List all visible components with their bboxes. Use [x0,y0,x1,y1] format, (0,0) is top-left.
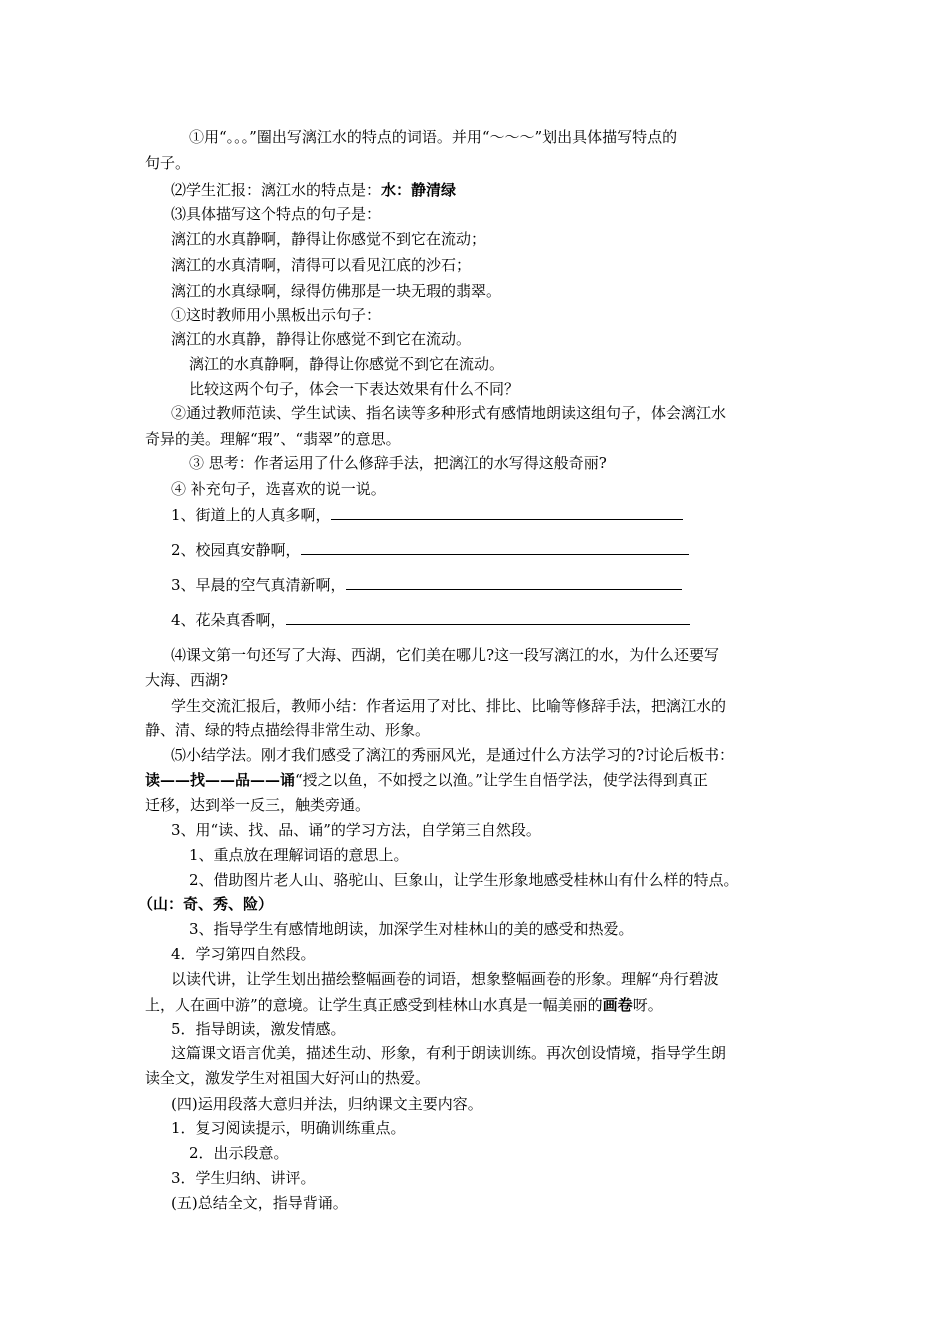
blackboard-line: ①这时教师用小黑板出示句子： [171,306,382,324]
sentence-clear: 漓江的水真清啊，清得可以看见江底的沙石； [171,256,472,274]
fill-item-4-text: 4、花朵真香啊， [171,611,286,629]
scroll-line-2-text: 上，人在画中游”的意境。让学生真正感受到桂林山水真是一幅美丽的 [145,996,603,1014]
reading-line-2: 奇异的美。理解“瑕”、“翡翠”的意思。 [145,430,401,448]
sea-lake-line-2: 大海、西湖? [145,671,229,689]
language-line-2: 读全文，激发学生对祖国大好河山的热爱。 [145,1069,431,1087]
fill-blank-4[interactable] [286,610,690,625]
mountain-features-bold: （山：奇、秀、险） [138,895,274,913]
summary-line-1: 学生交流汇报后，教师小结：作者运用了对比、排比、比喻等修辞手法，把漓江水的 [171,697,727,715]
fill-item-1 [171,505,831,525]
method-line-2-text: “授之以鱼，不如授之以渔。”让学生自悟学法，使学法得到真正 [295,771,708,789]
para-1-line-1: ①用“。。。”圈出写漓江水的特点的词语。并用“～～～”划出具体描写特点的 [189,128,678,146]
fill-blank-2[interactable] [301,540,689,555]
method-steps-bold: 读——找——品——诵 [145,771,296,789]
fill-item-2 [171,540,831,560]
scroll-line-2 [145,995,805,1015]
fill-blank-1[interactable] [331,505,683,520]
guide-reading-line: 3、指导学生有感情地朗读，加深学生对桂林山的美的感受和热爱。 [189,920,634,938]
summary-line-2: 静、清、绿的特点描绘得非常生动、形象。 [145,721,431,739]
section-four-heading: (四)运用段落大意归并法，归纳课文主要内容。 [171,1095,483,1113]
reading-line-1: ②通过教师范读、学生试读、指名读等多种形式有感情地朗读这组句子，体会漓江水 [171,404,727,422]
section-five-heading: (五)总结全文，指导背诵。 [171,1194,348,1212]
summarize-line: 3．学生归纳、讲评。 [171,1169,316,1187]
sentence-heading: ⑶具体描写这个特点的句子是： [171,205,382,223]
fill-blank-3[interactable] [346,575,682,590]
compare-sentence-2: 漓江的水真静啊，静得让你感觉不到它在流动。 [189,355,505,373]
scroll-line-2-end: 呀。 [632,996,663,1014]
sentence-green: 漓江的水真绿啊，绿得仿佛那是一块无瑕的翡翠。 [171,282,502,300]
fill-item-3 [171,575,831,595]
focus-line: 1、重点放在理解词语的意思上。 [189,846,409,864]
student-report-line [171,180,831,200]
review-line: 1．复习阅读提示，明确训练重点。 [171,1119,406,1137]
language-line-1: 这篇课文语言优美，描述生动、形象，有利于朗读训练。再次创设情境，指导学生朗 [171,1044,727,1062]
guide-emotion-line: 5．指导朗读，激发情感。 [171,1020,346,1038]
sea-lake-line-1: ⑷课文第一句还写了大海、西湖，它们美在哪儿?这一段写漓江的水，为什么还要写 [171,646,720,664]
student-report-text: ⑵学生汇报：漓江水的特点是： [171,181,382,199]
sentence-quiet: 漓江的水真静啊，静得让你感觉不到它在流动； [171,230,487,248]
section-four-line: 4．学习第四自然段。 [171,945,316,963]
compare-sentence-1: 漓江的水真静，静得让你感觉不到它在流动。 [171,330,472,348]
water-features-bold: 水：静清绿 [381,181,457,199]
scroll-line-1: 以读代讲，让学生划出描绘整幅画卷的词语，想象整幅画卷的形象。理解“舟行碧波 [171,970,719,988]
para-1-line-2: 句子。 [145,154,191,172]
mountains-line: 2、借助图片老人山、骆驼山、巨象山，让学生形象地感受桂林山有什么样的特点。 [189,871,739,889]
method-line-2 [145,770,805,790]
show-meaning-line: 2．出示段意。 [189,1144,289,1162]
method-line-3: 迁移，达到举一反三，触类旁通。 [145,796,371,814]
fill-sentence-intro: ④ 补充句子，选喜欢的说一说。 [171,480,386,498]
fill-item-3-text: 3、早晨的空气真清新啊， [171,576,346,594]
think-question: ③ 思考：作者运用了什么修辞手法，把漓江的水写得这般奇丽? [189,454,607,472]
fill-item-2-text: 2、校园真安静啊， [171,541,301,559]
fill-item-1-text: 1、街道上的人真多啊， [171,506,331,524]
self-study-line: 3、用“读、找、品、诵”的学习方法，自学第三自然段。 [171,821,541,839]
method-line-1: ⑸小结学法。刚才我们感受了漓江的秀丽风光，是通过什么方法学习的?讨论后板书： [171,746,735,764]
compare-question: 比较这两个句子，体会一下表达效果有什么不同？ [189,380,520,398]
fill-item-4 [171,610,831,630]
scroll-word-bold: 画卷 [602,996,633,1014]
